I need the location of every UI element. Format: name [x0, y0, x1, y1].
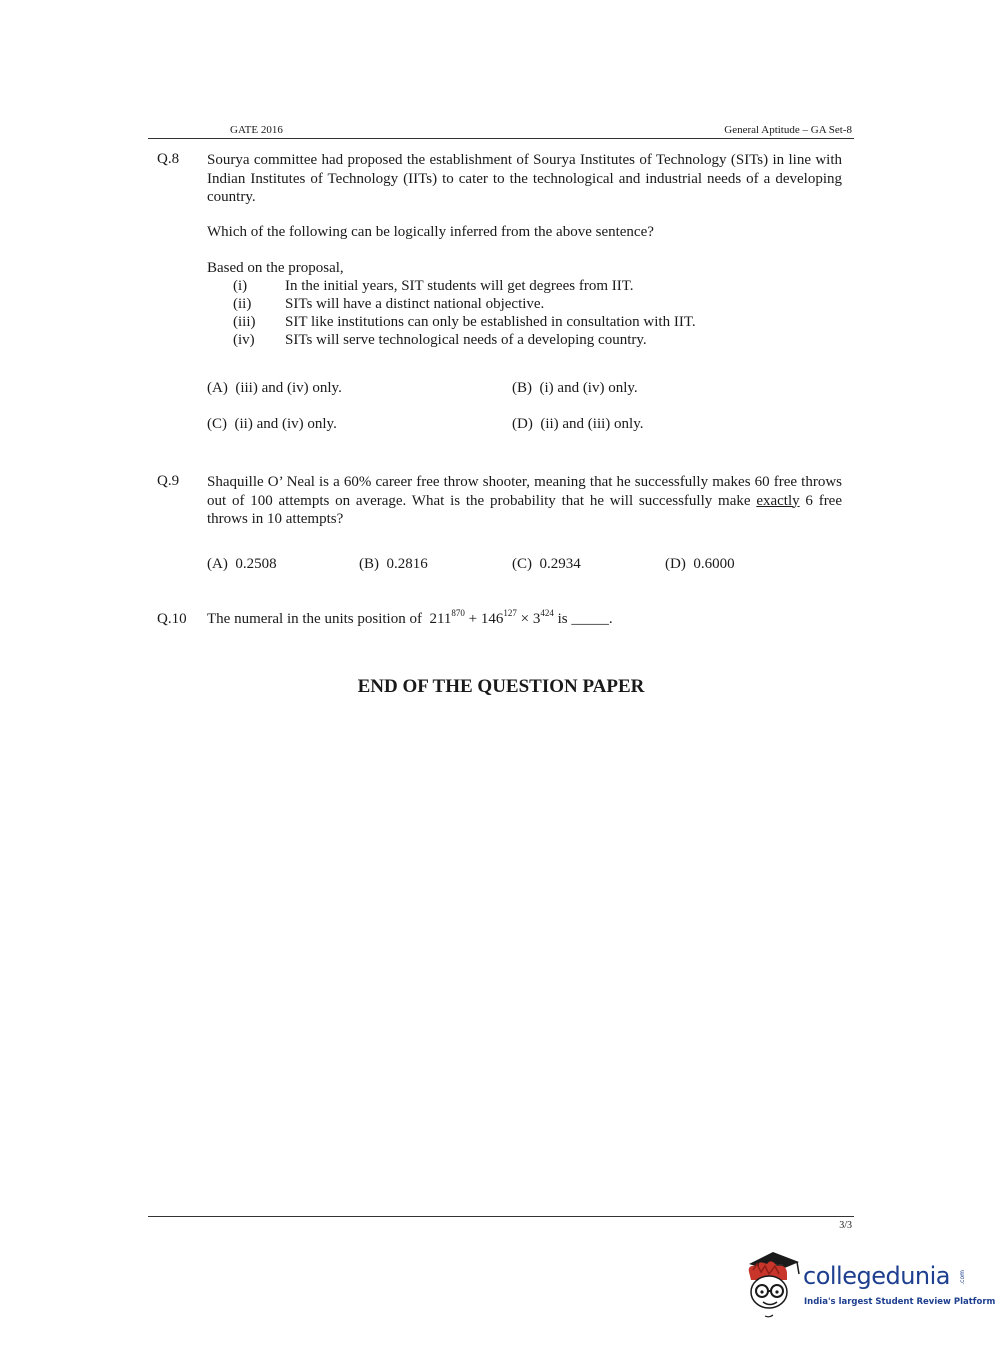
q10-base3: 3: [532, 611, 541, 627]
option-label: (D): [512, 416, 533, 432]
q10-exp1: 870: [451, 608, 465, 618]
option-label: (D): [665, 556, 686, 572]
collegedunia-logo[interactable]: [743, 1250, 996, 1320]
q8-option-d[interactable]: [512, 416, 644, 433]
option-text: 0.2934: [539, 556, 581, 572]
q9-stem: [207, 473, 842, 529]
q10-exp2: 127: [503, 608, 517, 618]
q8-intro: Based on the proposal,: [207, 260, 344, 276]
option-label: (A): [207, 380, 228, 396]
q10-number: Q.10: [157, 611, 187, 627]
q8-statement-num: (iv): [233, 332, 255, 348]
q8-statement-num: (i): [233, 278, 248, 294]
header-rule: [148, 138, 854, 139]
q10-prefix: The numeral in the units position of: [207, 611, 422, 627]
option-text: (ii) and (iv) only.: [234, 416, 337, 432]
option-label: (C): [512, 556, 532, 572]
q9-option-a[interactable]: [207, 556, 277, 573]
mascot-icon: [743, 1250, 803, 1320]
logo-wordmark: collegedunia: [803, 1262, 951, 1290]
q8-statement-num: (ii): [233, 296, 252, 312]
q9-stem-part1: Shaquille O’ Neal is a 60% career free throw shooter, meaning that he successfully makes 60 free throws out of 100 attempts on average. What is the probability that he will successfully make: [207, 474, 842, 509]
q9-option-c[interactable]: [512, 556, 581, 573]
option-text: (i) and (iv) only.: [539, 380, 638, 396]
q9-stem-emphasis: exactly: [756, 492, 800, 509]
q8-statement-text: SITs will serve technological needs of a developing country.: [285, 332, 647, 348]
option-text: (iii) and (iv) only.: [235, 380, 342, 396]
q9-stem-part2: 6 free throws in 10 attempts?: [207, 492, 843, 527]
q8-statement-text: SIT like institutions can only be established in consultation with IIT.: [285, 314, 696, 330]
q8-number: Q.8: [157, 151, 180, 167]
q10-stem: [207, 608, 613, 628]
q10-base2: 146: [480, 611, 504, 627]
q10-exp3: 424: [540, 608, 554, 618]
q8-option-b[interactable]: [512, 380, 638, 397]
footer-rule: [148, 1216, 854, 1217]
q8-stem: Sourya committee had proposed the establishment of Sourya Institutes of Technology (SITs) in line with Indian Institutes of Technology (IITs) to cater to the technological and industrial needs of a developing country.: [207, 152, 842, 205]
q8-option-a[interactable]: [207, 380, 342, 397]
q8-statement-text: SITs will have a distinct national objective.: [285, 296, 545, 312]
header-right: General Aptitude – GA Set-8: [724, 124, 852, 136]
q8-statement-num: (iii): [233, 314, 256, 330]
logo-tagline: India's largest Student Review Platform: [804, 1297, 996, 1307]
option-text: 0.6000: [693, 556, 735, 572]
q10-base1: 211: [429, 611, 452, 627]
option-label: (B): [359, 556, 379, 572]
header-left: GATE 2016: [230, 124, 283, 136]
q9-option-b[interactable]: [359, 556, 428, 573]
option-label: (B): [512, 380, 532, 396]
q10-times: ×: [520, 611, 530, 627]
option-text: 0.2508: [235, 556, 277, 572]
q10-blank: _____.: [571, 611, 613, 627]
logo-domain: .com: [959, 1270, 966, 1285]
end-of-paper-heading: END OF THE QUESTION PAPER: [357, 676, 645, 697]
q8-statement-text: In the initial years, SIT students will get degrees from IIT.: [285, 278, 634, 294]
q8-question: Which of the following can be logically inferred from the above sentence?: [207, 224, 654, 240]
option-text: 0.2816: [386, 556, 428, 572]
q10-plus: +: [468, 611, 478, 627]
option-label: (C): [207, 416, 227, 432]
q9-option-d[interactable]: [665, 556, 735, 573]
option-text: (ii) and (iii) only.: [540, 416, 644, 432]
page-number: 3/3: [839, 1220, 852, 1231]
option-label: (A): [207, 556, 228, 572]
q9-number: Q.9: [157, 473, 180, 489]
q8-option-c[interactable]: [207, 416, 337, 433]
q10-suffix: is: [557, 611, 568, 627]
